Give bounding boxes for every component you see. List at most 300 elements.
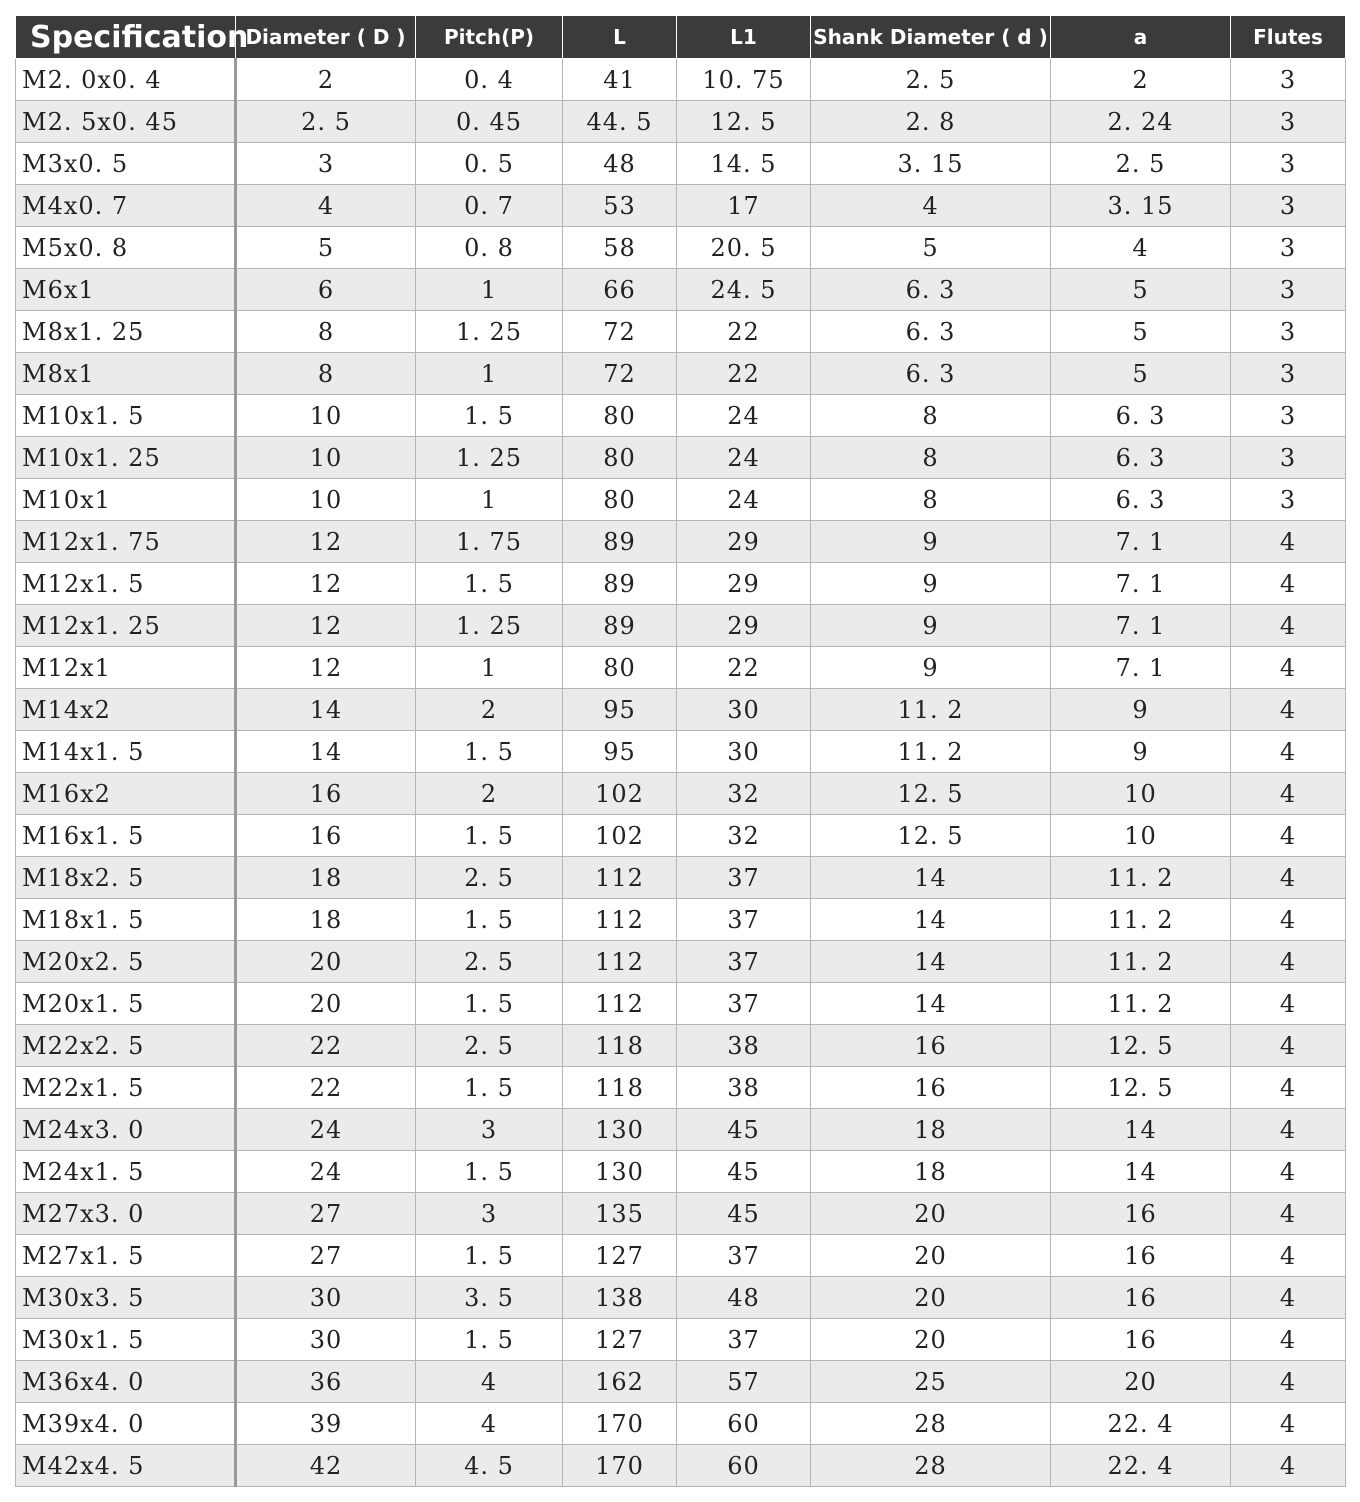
cell-pitch: 1. 5 — [416, 983, 563, 1025]
cell-l1: 22 — [677, 647, 811, 689]
table-row — [16, 101, 1346, 143]
cell-diameter: 4 — [236, 185, 416, 227]
cell-shank-diameter: 8 — [811, 479, 1051, 521]
cell-l1: 38 — [677, 1067, 811, 1109]
cell-a: 11. 2 — [1051, 899, 1231, 941]
table-row — [16, 395, 1346, 437]
cell-l1: 32 — [677, 773, 811, 815]
cell-specification: M8x1 — [16, 353, 236, 395]
cell-pitch: 0. 45 — [416, 101, 563, 143]
cell-pitch: 1. 25 — [416, 605, 563, 647]
cell-flutes: 4 — [1231, 815, 1346, 857]
table-row — [16, 1193, 1346, 1235]
cell-a: 3. 15 — [1051, 185, 1231, 227]
cell-l: 127 — [563, 1319, 677, 1361]
table-row — [16, 773, 1346, 815]
table-row — [16, 353, 1346, 395]
cell-specification: M24x1. 5 — [16, 1151, 236, 1193]
cell-diameter: 6 — [236, 269, 416, 311]
cell-diameter: 16 — [236, 773, 416, 815]
cell-l1: 17 — [677, 185, 811, 227]
cell-shank-diameter: 20 — [811, 1319, 1051, 1361]
cell-specification: M27x3. 0 — [16, 1193, 236, 1235]
cell-l: 48 — [563, 143, 677, 185]
cell-specification: M10x1 — [16, 479, 236, 521]
cell-shank-diameter: 14 — [811, 899, 1051, 941]
cell-l: 118 — [563, 1067, 677, 1109]
cell-specification: M12x1. 25 — [16, 605, 236, 647]
cell-shank-diameter: 11. 2 — [811, 731, 1051, 773]
cell-specification: M39x4. 0 — [16, 1403, 236, 1445]
cell-flutes: 3 — [1231, 479, 1346, 521]
cell-shank-diameter: 2. 5 — [811, 59, 1051, 101]
header-l: L — [563, 16, 677, 59]
cell-flutes: 3 — [1231, 227, 1346, 269]
cell-l1: 38 — [677, 1025, 811, 1067]
cell-diameter: 22 — [236, 1067, 416, 1109]
cell-flutes: 3 — [1231, 185, 1346, 227]
cell-pitch: 4. 5 — [416, 1445, 563, 1487]
cell-a: 6. 3 — [1051, 479, 1231, 521]
cell-l1: 24. 5 — [677, 269, 811, 311]
cell-specification: M8x1. 25 — [16, 311, 236, 353]
cell-l: 112 — [563, 899, 677, 941]
cell-pitch: 1 — [416, 269, 563, 311]
table-row — [16, 185, 1346, 227]
cell-specification: M10x1. 5 — [16, 395, 236, 437]
cell-l1: 37 — [677, 941, 811, 983]
cell-specification: M14x1. 5 — [16, 731, 236, 773]
table-row — [16, 1361, 1346, 1403]
cell-pitch: 1 — [416, 479, 563, 521]
cell-pitch: 1. 5 — [416, 1319, 563, 1361]
cell-diameter: 20 — [236, 983, 416, 1025]
cell-specification: M4x0. 7 — [16, 185, 236, 227]
cell-flutes: 4 — [1231, 1067, 1346, 1109]
cell-l1: 45 — [677, 1151, 811, 1193]
cell-specification: M42x4. 5 — [16, 1445, 236, 1487]
cell-l1: 22 — [677, 311, 811, 353]
cell-pitch: 1. 25 — [416, 437, 563, 479]
cell-l1: 24 — [677, 395, 811, 437]
cell-l1: 32 — [677, 815, 811, 857]
cell-a: 9 — [1051, 731, 1231, 773]
cell-pitch: 3 — [416, 1109, 563, 1151]
cell-pitch: 1. 5 — [416, 1067, 563, 1109]
cell-shank-diameter: 28 — [811, 1445, 1051, 1487]
cell-a: 6. 3 — [1051, 395, 1231, 437]
cell-l: 72 — [563, 311, 677, 353]
cell-a: 16 — [1051, 1277, 1231, 1319]
cell-diameter: 10 — [236, 437, 416, 479]
cell-a: 12. 5 — [1051, 1025, 1231, 1067]
cell-a: 10 — [1051, 815, 1231, 857]
cell-flutes: 4 — [1231, 1025, 1346, 1067]
cell-flutes: 3 — [1231, 437, 1346, 479]
cell-shank-diameter: 9 — [811, 605, 1051, 647]
cell-shank-diameter: 16 — [811, 1067, 1051, 1109]
cell-a: 7. 1 — [1051, 605, 1231, 647]
table-row — [16, 1151, 1346, 1193]
cell-specification: M16x1. 5 — [16, 815, 236, 857]
cell-shank-diameter: 8 — [811, 437, 1051, 479]
cell-pitch: 1. 5 — [416, 899, 563, 941]
cell-pitch: 1 — [416, 647, 563, 689]
cell-l: 72 — [563, 353, 677, 395]
cell-a: 16 — [1051, 1193, 1231, 1235]
cell-specification: M2. 0x0. 4 — [16, 59, 236, 101]
cell-l: 80 — [563, 395, 677, 437]
header-specification: Specification — [16, 16, 236, 59]
header-shank-diameter: Shank Diameter ( d ) — [811, 16, 1051, 59]
header-pitch: Pitch(P) — [416, 16, 563, 59]
cell-l1: 29 — [677, 605, 811, 647]
cell-l: 95 — [563, 689, 677, 731]
cell-a: 14 — [1051, 1109, 1231, 1151]
cell-flutes: 4 — [1231, 1319, 1346, 1361]
cell-l1: 37 — [677, 1235, 811, 1277]
cell-shank-diameter: 6. 3 — [811, 353, 1051, 395]
cell-shank-diameter: 20 — [811, 1277, 1051, 1319]
cell-l: 112 — [563, 941, 677, 983]
cell-shank-diameter: 14 — [811, 857, 1051, 899]
cell-l1: 10. 75 — [677, 59, 811, 101]
cell-shank-diameter: 3. 15 — [811, 143, 1051, 185]
cell-l: 112 — [563, 983, 677, 1025]
cell-a: 20 — [1051, 1361, 1231, 1403]
cell-specification: M30x3. 5 — [16, 1277, 236, 1319]
cell-diameter: 12 — [236, 521, 416, 563]
cell-a: 4 — [1051, 227, 1231, 269]
table-row — [16, 731, 1346, 773]
cell-diameter: 27 — [236, 1235, 416, 1277]
cell-pitch: 2. 5 — [416, 941, 563, 983]
cell-diameter: 12 — [236, 647, 416, 689]
table-row — [16, 899, 1346, 941]
cell-shank-diameter: 18 — [811, 1109, 1051, 1151]
cell-specification: M12x1. 75 — [16, 521, 236, 563]
cell-specification: M3x0. 5 — [16, 143, 236, 185]
cell-pitch: 4 — [416, 1361, 563, 1403]
cell-specification: M30x1. 5 — [16, 1319, 236, 1361]
cell-pitch: 1. 5 — [416, 1151, 563, 1193]
cell-flutes: 3 — [1231, 143, 1346, 185]
cell-l: 138 — [563, 1277, 677, 1319]
cell-specification: M16x2 — [16, 773, 236, 815]
cell-diameter: 16 — [236, 815, 416, 857]
cell-l: 130 — [563, 1151, 677, 1193]
cell-l1: 29 — [677, 521, 811, 563]
cell-l1: 48 — [677, 1277, 811, 1319]
table-row — [16, 1403, 1346, 1445]
cell-specification: M22x2. 5 — [16, 1025, 236, 1067]
table-row — [16, 1235, 1346, 1277]
cell-shank-diameter: 4 — [811, 185, 1051, 227]
cell-flutes: 4 — [1231, 1193, 1346, 1235]
cell-shank-diameter: 6. 3 — [811, 269, 1051, 311]
cell-a: 11. 2 — [1051, 941, 1231, 983]
cell-shank-diameter: 16 — [811, 1025, 1051, 1067]
cell-shank-diameter: 6. 3 — [811, 311, 1051, 353]
cell-a: 10 — [1051, 773, 1231, 815]
cell-shank-diameter: 28 — [811, 1403, 1051, 1445]
cell-a: 22. 4 — [1051, 1403, 1231, 1445]
table-row — [16, 605, 1346, 647]
cell-a: 5 — [1051, 311, 1231, 353]
header-diameter: Diameter ( D ) — [236, 16, 416, 59]
cell-a: 12. 5 — [1051, 1067, 1231, 1109]
table-row — [16, 143, 1346, 185]
cell-flutes: 3 — [1231, 353, 1346, 395]
table-row — [16, 227, 1346, 269]
cell-shank-diameter: 18 — [811, 1151, 1051, 1193]
cell-a: 11. 2 — [1051, 857, 1231, 899]
table-body — [16, 59, 1346, 1487]
cell-diameter: 8 — [236, 353, 416, 395]
cell-pitch: 2 — [416, 689, 563, 731]
cell-diameter: 30 — [236, 1319, 416, 1361]
cell-flutes: 4 — [1231, 941, 1346, 983]
cell-l1: 37 — [677, 899, 811, 941]
cell-diameter: 5 — [236, 227, 416, 269]
cell-pitch: 0. 4 — [416, 59, 563, 101]
cell-flutes: 4 — [1231, 1403, 1346, 1445]
cell-l1: 29 — [677, 563, 811, 605]
cell-l1: 60 — [677, 1445, 811, 1487]
table-row — [16, 1109, 1346, 1151]
cell-a: 2 — [1051, 59, 1231, 101]
cell-l: 44. 5 — [563, 101, 677, 143]
cell-diameter: 18 — [236, 899, 416, 941]
cell-pitch: 0. 8 — [416, 227, 563, 269]
table-row — [16, 437, 1346, 479]
cell-l: 80 — [563, 479, 677, 521]
cell-a: 22. 4 — [1051, 1445, 1231, 1487]
cell-flutes: 4 — [1231, 1445, 1346, 1487]
cell-specification: M20x1. 5 — [16, 983, 236, 1025]
cell-pitch: 1. 5 — [416, 395, 563, 437]
cell-pitch: 2. 5 — [416, 857, 563, 899]
cell-l: 58 — [563, 227, 677, 269]
cell-diameter: 12 — [236, 563, 416, 605]
cell-pitch: 0. 5 — [416, 143, 563, 185]
table-row — [16, 857, 1346, 899]
cell-flutes: 4 — [1231, 605, 1346, 647]
header-l1: L1 — [677, 16, 811, 59]
cell-l1: 20. 5 — [677, 227, 811, 269]
cell-diameter: 3 — [236, 143, 416, 185]
table-row — [16, 311, 1346, 353]
cell-flutes: 4 — [1231, 521, 1346, 563]
cell-pitch: 1. 75 — [416, 521, 563, 563]
cell-shank-diameter: 9 — [811, 563, 1051, 605]
cell-flutes: 4 — [1231, 857, 1346, 899]
cell-shank-diameter: 14 — [811, 983, 1051, 1025]
cell-l1: 37 — [677, 1319, 811, 1361]
cell-pitch: 1. 5 — [416, 731, 563, 773]
cell-specification: M20x2. 5 — [16, 941, 236, 983]
table-row — [16, 1445, 1346, 1487]
cell-l1: 12. 5 — [677, 101, 811, 143]
cell-a: 2. 24 — [1051, 101, 1231, 143]
cell-specification: M12x1. 5 — [16, 563, 236, 605]
cell-diameter: 12 — [236, 605, 416, 647]
cell-l: 95 — [563, 731, 677, 773]
cell-pitch: 1. 5 — [416, 563, 563, 605]
cell-pitch: 3 — [416, 1193, 563, 1235]
table-row — [16, 59, 1346, 101]
cell-diameter: 24 — [236, 1151, 416, 1193]
cell-specification: M10x1. 25 — [16, 437, 236, 479]
cell-diameter: 10 — [236, 395, 416, 437]
cell-shank-diameter: 2. 8 — [811, 101, 1051, 143]
cell-diameter: 30 — [236, 1277, 416, 1319]
header-flutes: Flutes — [1231, 16, 1346, 59]
cell-shank-diameter: 14 — [811, 941, 1051, 983]
cell-shank-diameter: 5 — [811, 227, 1051, 269]
cell-specification: M24x3. 0 — [16, 1109, 236, 1151]
cell-shank-diameter: 11. 2 — [811, 689, 1051, 731]
table-row — [16, 689, 1346, 731]
cell-l1: 30 — [677, 731, 811, 773]
cell-flutes: 3 — [1231, 101, 1346, 143]
table-row — [16, 1025, 1346, 1067]
cell-l: 89 — [563, 521, 677, 563]
table-row — [16, 1277, 1346, 1319]
cell-diameter: 27 — [236, 1193, 416, 1235]
cell-shank-diameter: 9 — [811, 521, 1051, 563]
cell-specification: M18x2. 5 — [16, 857, 236, 899]
cell-pitch: 3. 5 — [416, 1277, 563, 1319]
table-row — [16, 563, 1346, 605]
cell-specification: M18x1. 5 — [16, 899, 236, 941]
cell-l: 53 — [563, 185, 677, 227]
cell-shank-diameter: 8 — [811, 395, 1051, 437]
cell-l1: 14. 5 — [677, 143, 811, 185]
cell-pitch: 0. 7 — [416, 185, 563, 227]
cell-flutes: 3 — [1231, 311, 1346, 353]
table-row — [16, 941, 1346, 983]
cell-pitch: 1. 5 — [416, 815, 563, 857]
cell-l: 102 — [563, 773, 677, 815]
cell-l: 135 — [563, 1193, 677, 1235]
cell-l: 130 — [563, 1109, 677, 1151]
cell-pitch: 1. 25 — [416, 311, 563, 353]
table-row — [16, 647, 1346, 689]
cell-a: 7. 1 — [1051, 647, 1231, 689]
cell-pitch: 1 — [416, 353, 563, 395]
cell-a: 2. 5 — [1051, 143, 1231, 185]
cell-diameter: 42 — [236, 1445, 416, 1487]
table-row — [16, 521, 1346, 563]
cell-diameter: 2. 5 — [236, 101, 416, 143]
cell-l: 127 — [563, 1235, 677, 1277]
cell-flutes: 4 — [1231, 1361, 1346, 1403]
cell-pitch: 2 — [416, 773, 563, 815]
spec-table — [15, 15, 1346, 1487]
cell-a: 14 — [1051, 1151, 1231, 1193]
cell-flutes: 4 — [1231, 1151, 1346, 1193]
cell-l: 118 — [563, 1025, 677, 1067]
cell-l1: 37 — [677, 983, 811, 1025]
cell-flutes: 4 — [1231, 899, 1346, 941]
cell-l1: 22 — [677, 353, 811, 395]
table-row — [16, 1067, 1346, 1109]
cell-a: 6. 3 — [1051, 437, 1231, 479]
cell-pitch: 2. 5 — [416, 1025, 563, 1067]
cell-diameter: 8 — [236, 311, 416, 353]
cell-a: 5 — [1051, 269, 1231, 311]
cell-l1: 24 — [677, 479, 811, 521]
cell-specification: M27x1. 5 — [16, 1235, 236, 1277]
cell-l: 170 — [563, 1445, 677, 1487]
cell-l1: 37 — [677, 857, 811, 899]
cell-a: 7. 1 — [1051, 563, 1231, 605]
header-a: a — [1051, 16, 1231, 59]
cell-l: 162 — [563, 1361, 677, 1403]
cell-flutes: 3 — [1231, 269, 1346, 311]
cell-l1: 45 — [677, 1109, 811, 1151]
cell-l: 170 — [563, 1403, 677, 1445]
table-row — [16, 815, 1346, 857]
cell-specification: M22x1. 5 — [16, 1067, 236, 1109]
cell-shank-diameter: 12. 5 — [811, 773, 1051, 815]
cell-l: 41 — [563, 59, 677, 101]
cell-specification: M2. 5x0. 45 — [16, 101, 236, 143]
cell-diameter: 20 — [236, 941, 416, 983]
cell-specification: M12x1 — [16, 647, 236, 689]
cell-shank-diameter: 20 — [811, 1235, 1051, 1277]
cell-diameter: 10 — [236, 479, 416, 521]
table-row — [16, 479, 1346, 521]
cell-specification: M5x0. 8 — [16, 227, 236, 269]
cell-l1: 57 — [677, 1361, 811, 1403]
cell-l: 112 — [563, 857, 677, 899]
cell-specification: M36x4. 0 — [16, 1361, 236, 1403]
cell-pitch: 1. 5 — [416, 1235, 563, 1277]
cell-a: 5 — [1051, 353, 1231, 395]
cell-flutes: 3 — [1231, 395, 1346, 437]
cell-shank-diameter: 25 — [811, 1361, 1051, 1403]
cell-a: 11. 2 — [1051, 983, 1231, 1025]
table-row — [16, 269, 1346, 311]
cell-l: 89 — [563, 605, 677, 647]
cell-l: 80 — [563, 647, 677, 689]
cell-specification: M6x1 — [16, 269, 236, 311]
cell-a: 9 — [1051, 689, 1231, 731]
cell-flutes: 4 — [1231, 563, 1346, 605]
cell-diameter: 36 — [236, 1361, 416, 1403]
cell-diameter: 39 — [236, 1403, 416, 1445]
cell-flutes: 4 — [1231, 983, 1346, 1025]
cell-flutes: 4 — [1231, 731, 1346, 773]
cell-flutes: 4 — [1231, 1109, 1346, 1151]
cell-l1: 60 — [677, 1403, 811, 1445]
cell-a: 16 — [1051, 1319, 1231, 1361]
cell-diameter: 14 — [236, 731, 416, 773]
cell-diameter: 24 — [236, 1109, 416, 1151]
cell-flutes: 4 — [1231, 689, 1346, 731]
cell-l: 66 — [563, 269, 677, 311]
cell-flutes: 4 — [1231, 1277, 1346, 1319]
cell-l: 102 — [563, 815, 677, 857]
cell-flutes: 3 — [1231, 59, 1346, 101]
cell-diameter: 18 — [236, 857, 416, 899]
cell-flutes: 4 — [1231, 647, 1346, 689]
cell-flutes: 4 — [1231, 1235, 1346, 1277]
cell-l1: 30 — [677, 689, 811, 731]
table-row — [16, 983, 1346, 1025]
